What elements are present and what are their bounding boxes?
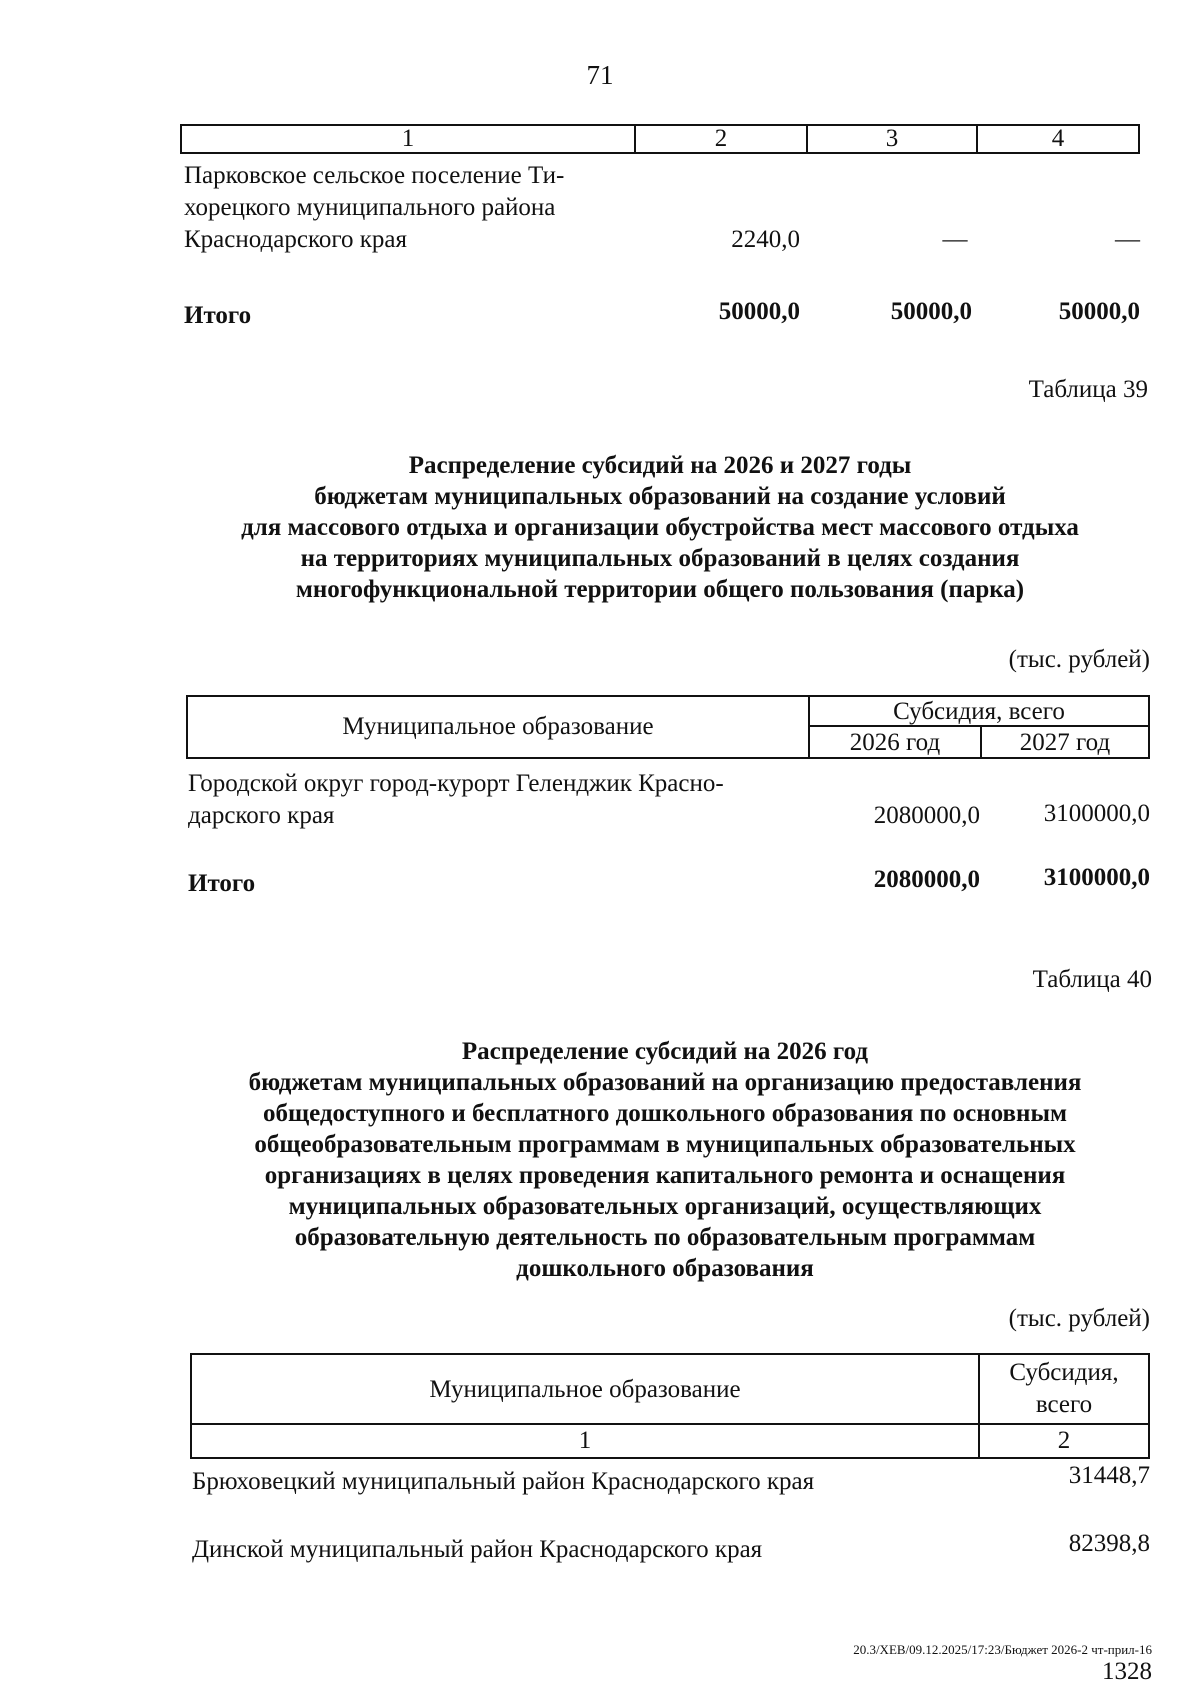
table39-label: Таблица 39: [1028, 376, 1148, 403]
table40-title-line: бюджетам муниципальных образований на организацию предоставления: [248, 1069, 1082, 1096]
table1-header: [180, 124, 1140, 154]
table1-header-col-2: 2: [636, 126, 808, 152]
table40-row-1-value: 31448,7: [1068, 1462, 1150, 1489]
table39-title-line: бюджетам муниципальных образований на создание условий: [314, 483, 1006, 510]
table39-header-municipality: Муниципальное образование: [188, 697, 810, 757]
table1-row-name-line: Парковское сельское поселение Ти-: [184, 162, 565, 189]
table40-header-subsidy-line: всего: [1035, 1391, 1093, 1418]
table40-header-municipality: Муниципальное образование: [192, 1355, 980, 1425]
table1-row-value-2: 2240,0: [731, 226, 800, 253]
table40-title-line: дошкольного образования: [516, 1255, 814, 1282]
table40-header-subsidy-total: [980, 1355, 1148, 1425]
table40-row-1-name: Брюховецкий муниципальный район Краснодарского края: [192, 1468, 815, 1495]
table39-title-line: для массового отдыха и организации обустройства мест массового отдыха: [241, 514, 1079, 541]
table1-row-name-line: Краснодарского края: [184, 226, 407, 253]
table40-title-line: общедоступного и бесплатного дошкольного образования по основным: [262, 1100, 1067, 1127]
table1-header-col-3: 3: [808, 126, 978, 152]
table40-row-2-name: Динской муниципальный район Краснодарского края: [192, 1536, 763, 1563]
table39-row-value-2026: 2080000,0: [873, 802, 980, 829]
table39-row-value-2027: 3100000,0: [1043, 800, 1150, 827]
table40-units: (тыс. рублей): [1008, 1305, 1150, 1332]
table39-total-value-2027: 3100000,0: [1043, 864, 1150, 891]
table1-row-name-line: хорецкого муниципального района: [184, 194, 556, 221]
table39-row-name-line: дарского края: [188, 802, 335, 829]
table1-total-value-4: 50000,0: [1058, 298, 1140, 325]
table39-header-2026: 2026 год: [810, 727, 982, 757]
table39-title-line: Распределение субсидий на 2026 и 2027 годы: [408, 452, 912, 479]
table1-total-label: Итого: [184, 302, 252, 329]
table40-header-num-1: 1: [192, 1425, 980, 1457]
table1-header-col-1: 1: [182, 126, 636, 152]
table40-label: Таблица 40: [1032, 966, 1152, 993]
table40-title-line: образовательную деятельность по образовательным программам: [294, 1224, 1036, 1251]
table39-header-subsidy-total: Субсидия, всего: [810, 697, 1148, 727]
table40-title: [180, 1036, 1150, 1284]
table1-total-value-3: 50000,0: [890, 298, 972, 325]
table1-row-value-4: —: [1115, 226, 1140, 253]
table39-total-label: Итого: [188, 870, 256, 897]
table40-title-line: Распределение субсидий на 2026 год: [461, 1038, 869, 1065]
table1-row-name: [184, 160, 634, 256]
table39-row-name: [188, 768, 808, 832]
table39-total-value-2026: 2080000,0: [873, 866, 980, 893]
table40-header-num-2: 2: [1057, 1427, 1071, 1454]
footer-sheet-number: 1328: [1102, 1658, 1152, 1685]
footer-document-code: 20.3/ХЕВ/09.12.2025/17:23/Бюджет 2026-2 чт-прил-16: [853, 1642, 1152, 1657]
table40-header: [190, 1353, 1150, 1459]
table40-header-subsidy-line: Субсидия,: [1009, 1359, 1119, 1386]
table39-units: (тыс. рублей): [1008, 646, 1150, 673]
table40-title-line: муниципальных образовательных организаций, осуществляющих: [288, 1193, 1042, 1220]
page-number: 71: [586, 60, 614, 90]
table39-row-name-line: Городской округ город-курорт Геленджик Красно-: [188, 770, 724, 797]
table40-row-2-value: 82398,8: [1068, 1530, 1150, 1557]
table1-header-col-4: 4: [1051, 125, 1065, 152]
table39-header: [186, 695, 1150, 759]
table1-row-value-3: —: [942, 226, 968, 253]
table39-header-2027: 2027 год: [1019, 729, 1111, 756]
table39-title: [180, 450, 1140, 605]
table39-title-line: на территориях муниципальных образований в целях создания: [300, 545, 1020, 572]
table39-title-line: многофункциональной территории общего пользования (парка): [295, 576, 1025, 603]
table1-total-value-2: 50000,0: [718, 298, 800, 325]
table40-title-line: организациях в целях проведения капитального ремонта и оснащения: [264, 1162, 1066, 1189]
table40-title-line: общеобразовательным программам в муниципальных образовательных: [254, 1131, 1076, 1158]
